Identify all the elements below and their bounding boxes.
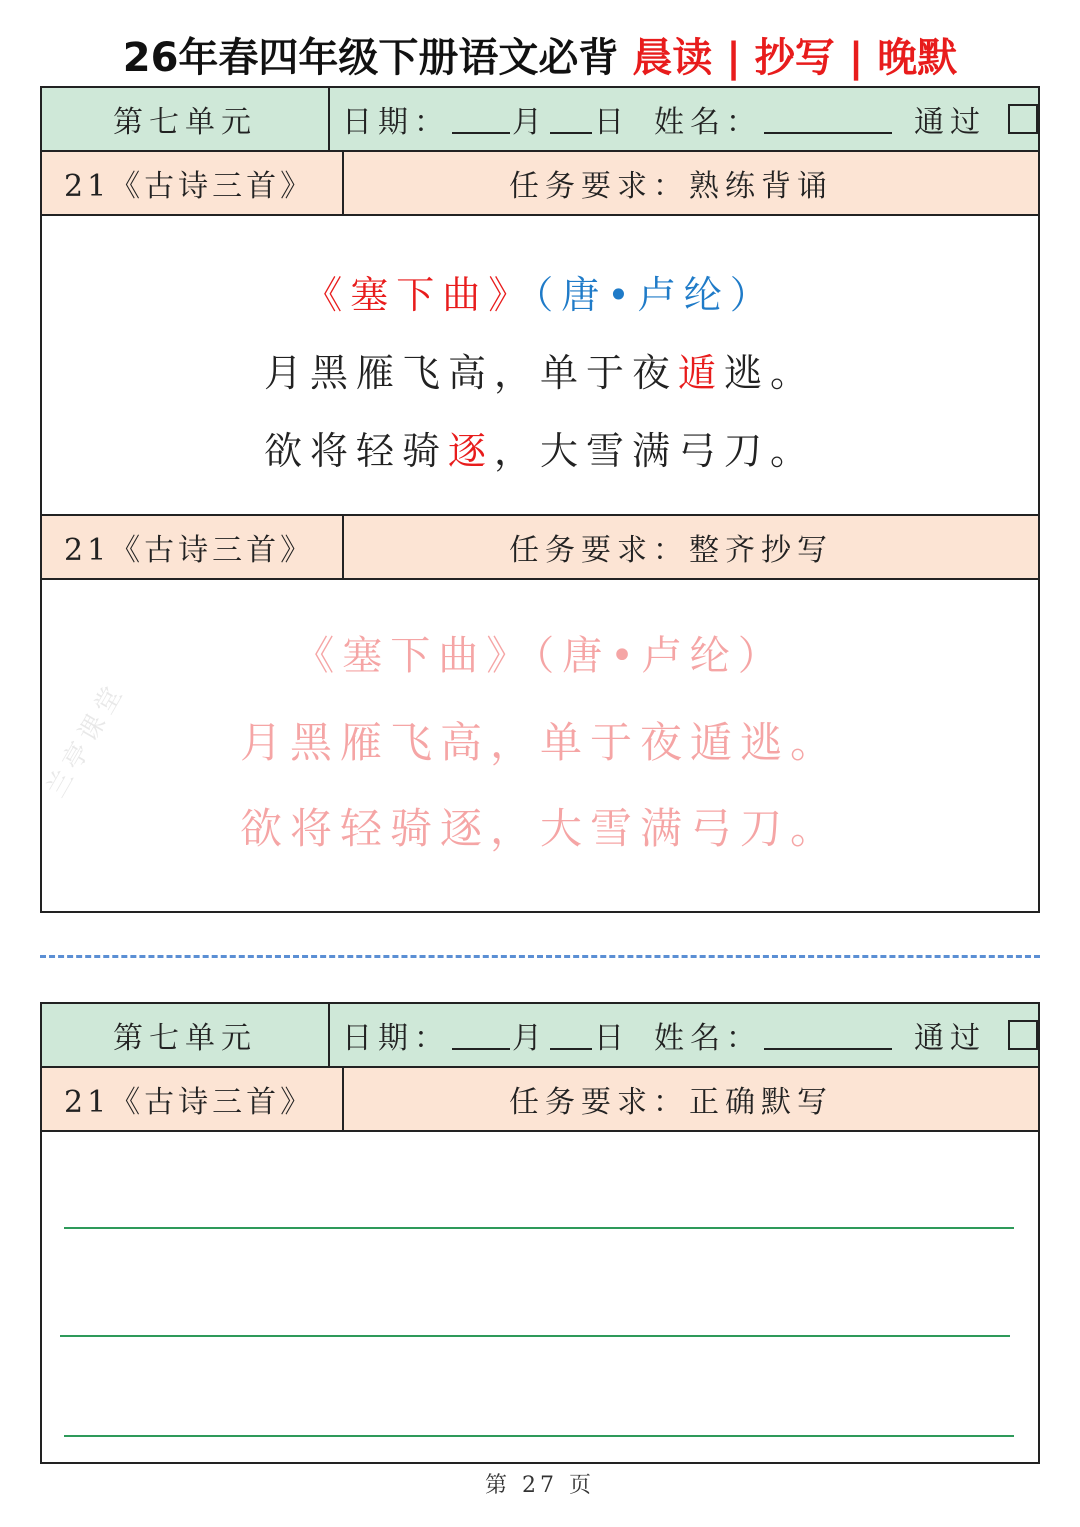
line2-key-char: 逐 <box>447 429 494 473</box>
unit-label: 第七单元 <box>42 88 330 150</box>
month-blank-2[interactable] <box>452 1020 510 1050</box>
pass-checkbox[interactable] <box>1008 104 1038 134</box>
poem-author: （唐•卢纶） <box>534 273 776 317</box>
unit-label-2: 第七单元 <box>42 1004 330 1066</box>
trace-heading: 《塞下曲》（唐•卢纶） <box>294 633 786 679</box>
copy-task-row <box>42 516 1038 580</box>
recite-task: 任务要求：熟练背诵 <box>509 169 833 204</box>
lesson-label: 21《古诗三首》 <box>42 152 344 214</box>
pass-label: 通过 <box>914 105 986 140</box>
lesson-label-copy: 21《古诗三首》 <box>42 516 344 578</box>
name-label: 姓名： <box>654 105 762 140</box>
poem-heading <box>42 264 1038 342</box>
date-label: 日期： <box>342 105 450 140</box>
date-label-2: 日期： <box>342 1021 450 1056</box>
trace-line-1: 月黑雁飞高，单于夜遁逃。 <box>239 718 840 767</box>
poem-title: 《塞下曲》 <box>304 273 535 317</box>
page-number: 第 27 页 <box>485 1473 595 1498</box>
day-blank[interactable] <box>550 104 592 134</box>
dictation-task: 任务要求：正确默写 <box>509 1085 833 1120</box>
dictation-card <box>40 1002 1040 1464</box>
copy-task: 任务要求：整齐抄写 <box>509 533 833 568</box>
recite-task-row <box>42 152 1038 216</box>
trace-line-2: 欲将轻骑逐，大雪满弓刀。 <box>239 804 840 853</box>
line2-part-b: ，大雪满弓刀。 <box>494 429 817 473</box>
date-name-cell-2 <box>330 1004 1038 1066</box>
pass-checkbox-2[interactable] <box>1008 1020 1038 1050</box>
header-row <box>42 88 1038 152</box>
line2-part-a: 欲将轻骑 <box>263 429 448 473</box>
pass-label-2: 通过 <box>914 1021 986 1056</box>
title-modes: 晨读 | 抄写 | 晚默 <box>632 35 958 81</box>
line1-part-b: 逃。 <box>724 351 817 395</box>
name-blank-2[interactable] <box>764 1020 892 1050</box>
name-label-2: 姓名： <box>654 1021 762 1056</box>
copy-tracing-poem <box>42 580 1038 882</box>
day-blank-2[interactable] <box>550 1020 592 1050</box>
poem-line-1 <box>42 342 1038 420</box>
title-main: 26年春四年级下册语文必背 <box>122 35 633 81</box>
poem-line-2 <box>42 420 1038 498</box>
recite-poem <box>42 216 1038 516</box>
month-blank[interactable] <box>452 104 510 134</box>
lesson-label-dictation: 21《古诗三首》 <box>42 1068 344 1130</box>
name-blank[interactable] <box>764 104 892 134</box>
dictation-header-row <box>42 1004 1038 1068</box>
line1-part-a: 月黑雁飞高，单于夜 <box>263 351 678 395</box>
day-label: 日 <box>594 105 630 140</box>
writing-line-2[interactable] <box>60 1335 1010 1337</box>
writing-line-3[interactable] <box>64 1435 1014 1437</box>
watermark: 兰亭课堂 <box>41 676 132 803</box>
day-label-2: 日 <box>594 1021 630 1056</box>
month-label-2: 月 <box>512 1021 548 1056</box>
line1-key-char: 遁 <box>677 351 724 395</box>
dictation-task-row <box>42 1068 1038 1132</box>
date-name-cell <box>330 88 1038 150</box>
top-card <box>40 86 1040 913</box>
month-label: 月 <box>512 105 548 140</box>
page-title <box>0 30 1080 86</box>
cut-line <box>40 955 1040 958</box>
writing-line-1[interactable] <box>64 1227 1014 1229</box>
